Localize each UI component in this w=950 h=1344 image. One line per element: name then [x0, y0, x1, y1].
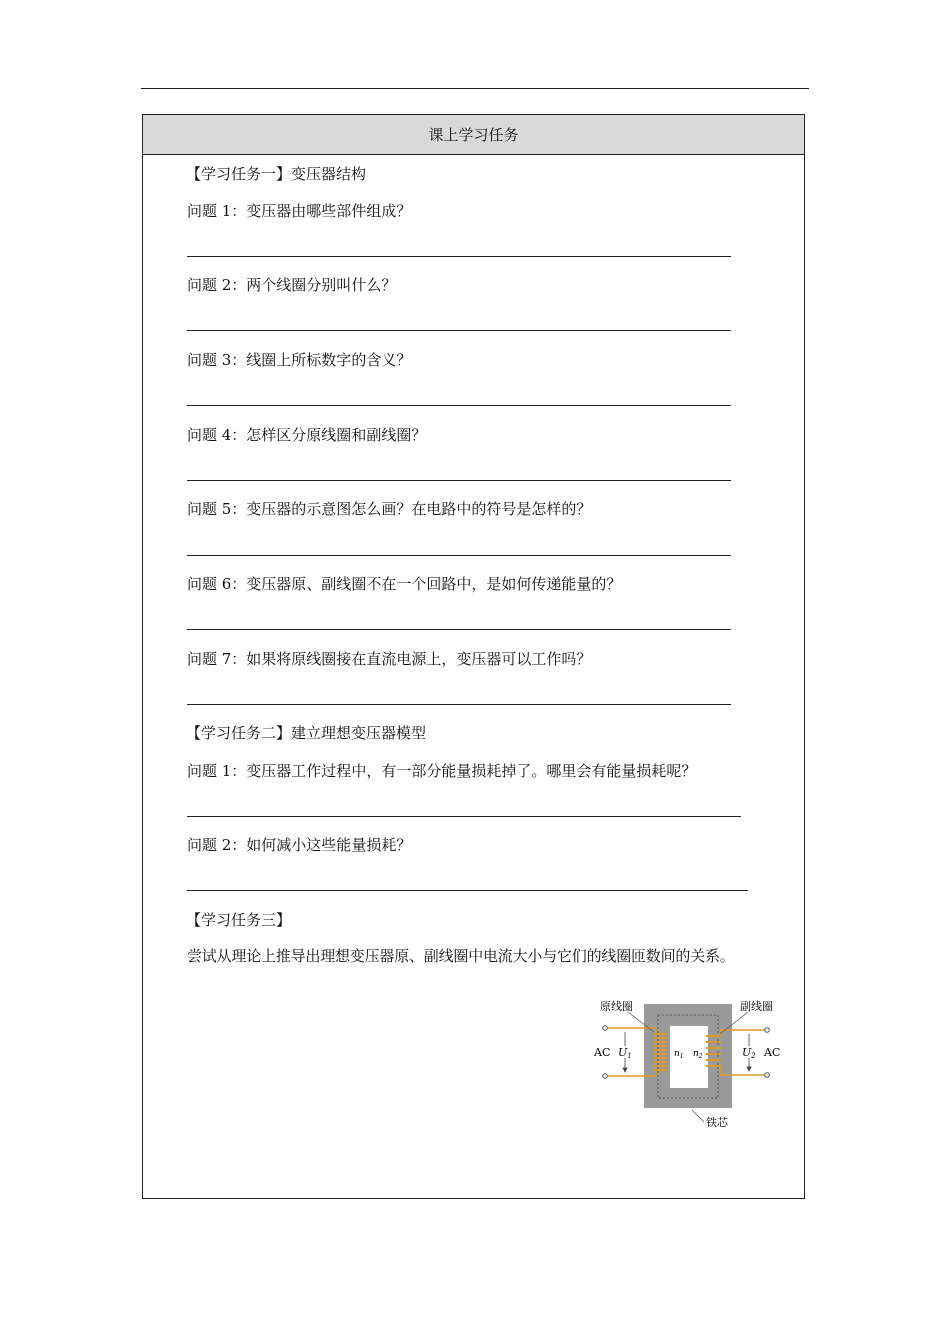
task3-text: 尝试从理论上推导出理想变压器原、副线圈中电流大小与它们的线圈匝数间的关系。 — [187, 947, 735, 965]
terminal-right-bottom — [765, 1073, 770, 1078]
label-u1: U1 — [618, 1046, 632, 1060]
answer-line-1-7[interactable] — [187, 704, 731, 705]
task2-question-2: 问题 2：如何减小这些能量损耗？ — [187, 836, 412, 854]
answer-line-1-4[interactable] — [187, 480, 731, 481]
task1-question-6: 问题 6：变压器原、副线圈不在一个回路中，是如何传递能量的？ — [187, 575, 622, 593]
label-secondary-coil: 副线圈 — [740, 1000, 773, 1013]
transformer-diagram — [594, 996, 786, 1134]
answer-line-1-1[interactable] — [187, 256, 731, 257]
terminal-left-top — [603, 1026, 608, 1031]
answer-line-2-1[interactable] — [187, 816, 741, 817]
label-u2: U2 — [742, 1046, 756, 1060]
iron-core-shape — [644, 1004, 732, 1108]
terminal-right-top — [765, 1028, 770, 1033]
top-rule — [141, 88, 809, 89]
answer-line-1-2[interactable] — [187, 330, 731, 331]
label-ac-left: AC — [594, 1046, 611, 1059]
table-header: 课上学习任务 — [143, 115, 804, 155]
task1-question-1: 问题 1：变压器由哪些部件组成？ — [187, 202, 412, 220]
label-n2: $n_2$ — [693, 1049, 703, 1060]
task2-question-1: 问题 1：变压器工作过程中，有一部分能量损耗掉了。哪里会有能量损耗呢？ — [187, 762, 697, 780]
label-n1: $n_1$ — [674, 1049, 684, 1060]
label-primary-coil: 原线圈 — [600, 1000, 633, 1013]
label-ac-right: AC — [764, 1046, 781, 1059]
task1-question-4: 问题 4：怎样区分原线圈和副线圈？ — [187, 426, 427, 444]
task2-title: 【学习任务二】建立理想变压器模型 — [186, 724, 427, 742]
task3-title: 【学习任务三】 — [186, 911, 292, 929]
task1-title: 【学习任务一】变压器结构 — [186, 165, 367, 183]
task1-question-5: 问题 5：变压器的示意图怎么画？在电路中的符号是怎样的？ — [187, 500, 592, 518]
answer-line-2-2[interactable] — [187, 890, 748, 891]
task1-question-2: 问题 2：两个线圈分别叫什么？ — [187, 276, 397, 294]
answer-line-1-3[interactable] — [187, 405, 731, 406]
terminal-left-bottom — [603, 1074, 608, 1079]
label-iron-core: 铁芯 — [706, 1116, 728, 1129]
answer-line-1-5[interactable] — [187, 555, 731, 556]
task1-question-3: 问题 3：线圈上所标数字的含义？ — [187, 351, 412, 369]
answer-line-1-6[interactable] — [187, 629, 731, 630]
task1-question-7: 问题 7：如果将原线圈接在直流电源上，变压器可以工作吗？ — [187, 650, 592, 668]
